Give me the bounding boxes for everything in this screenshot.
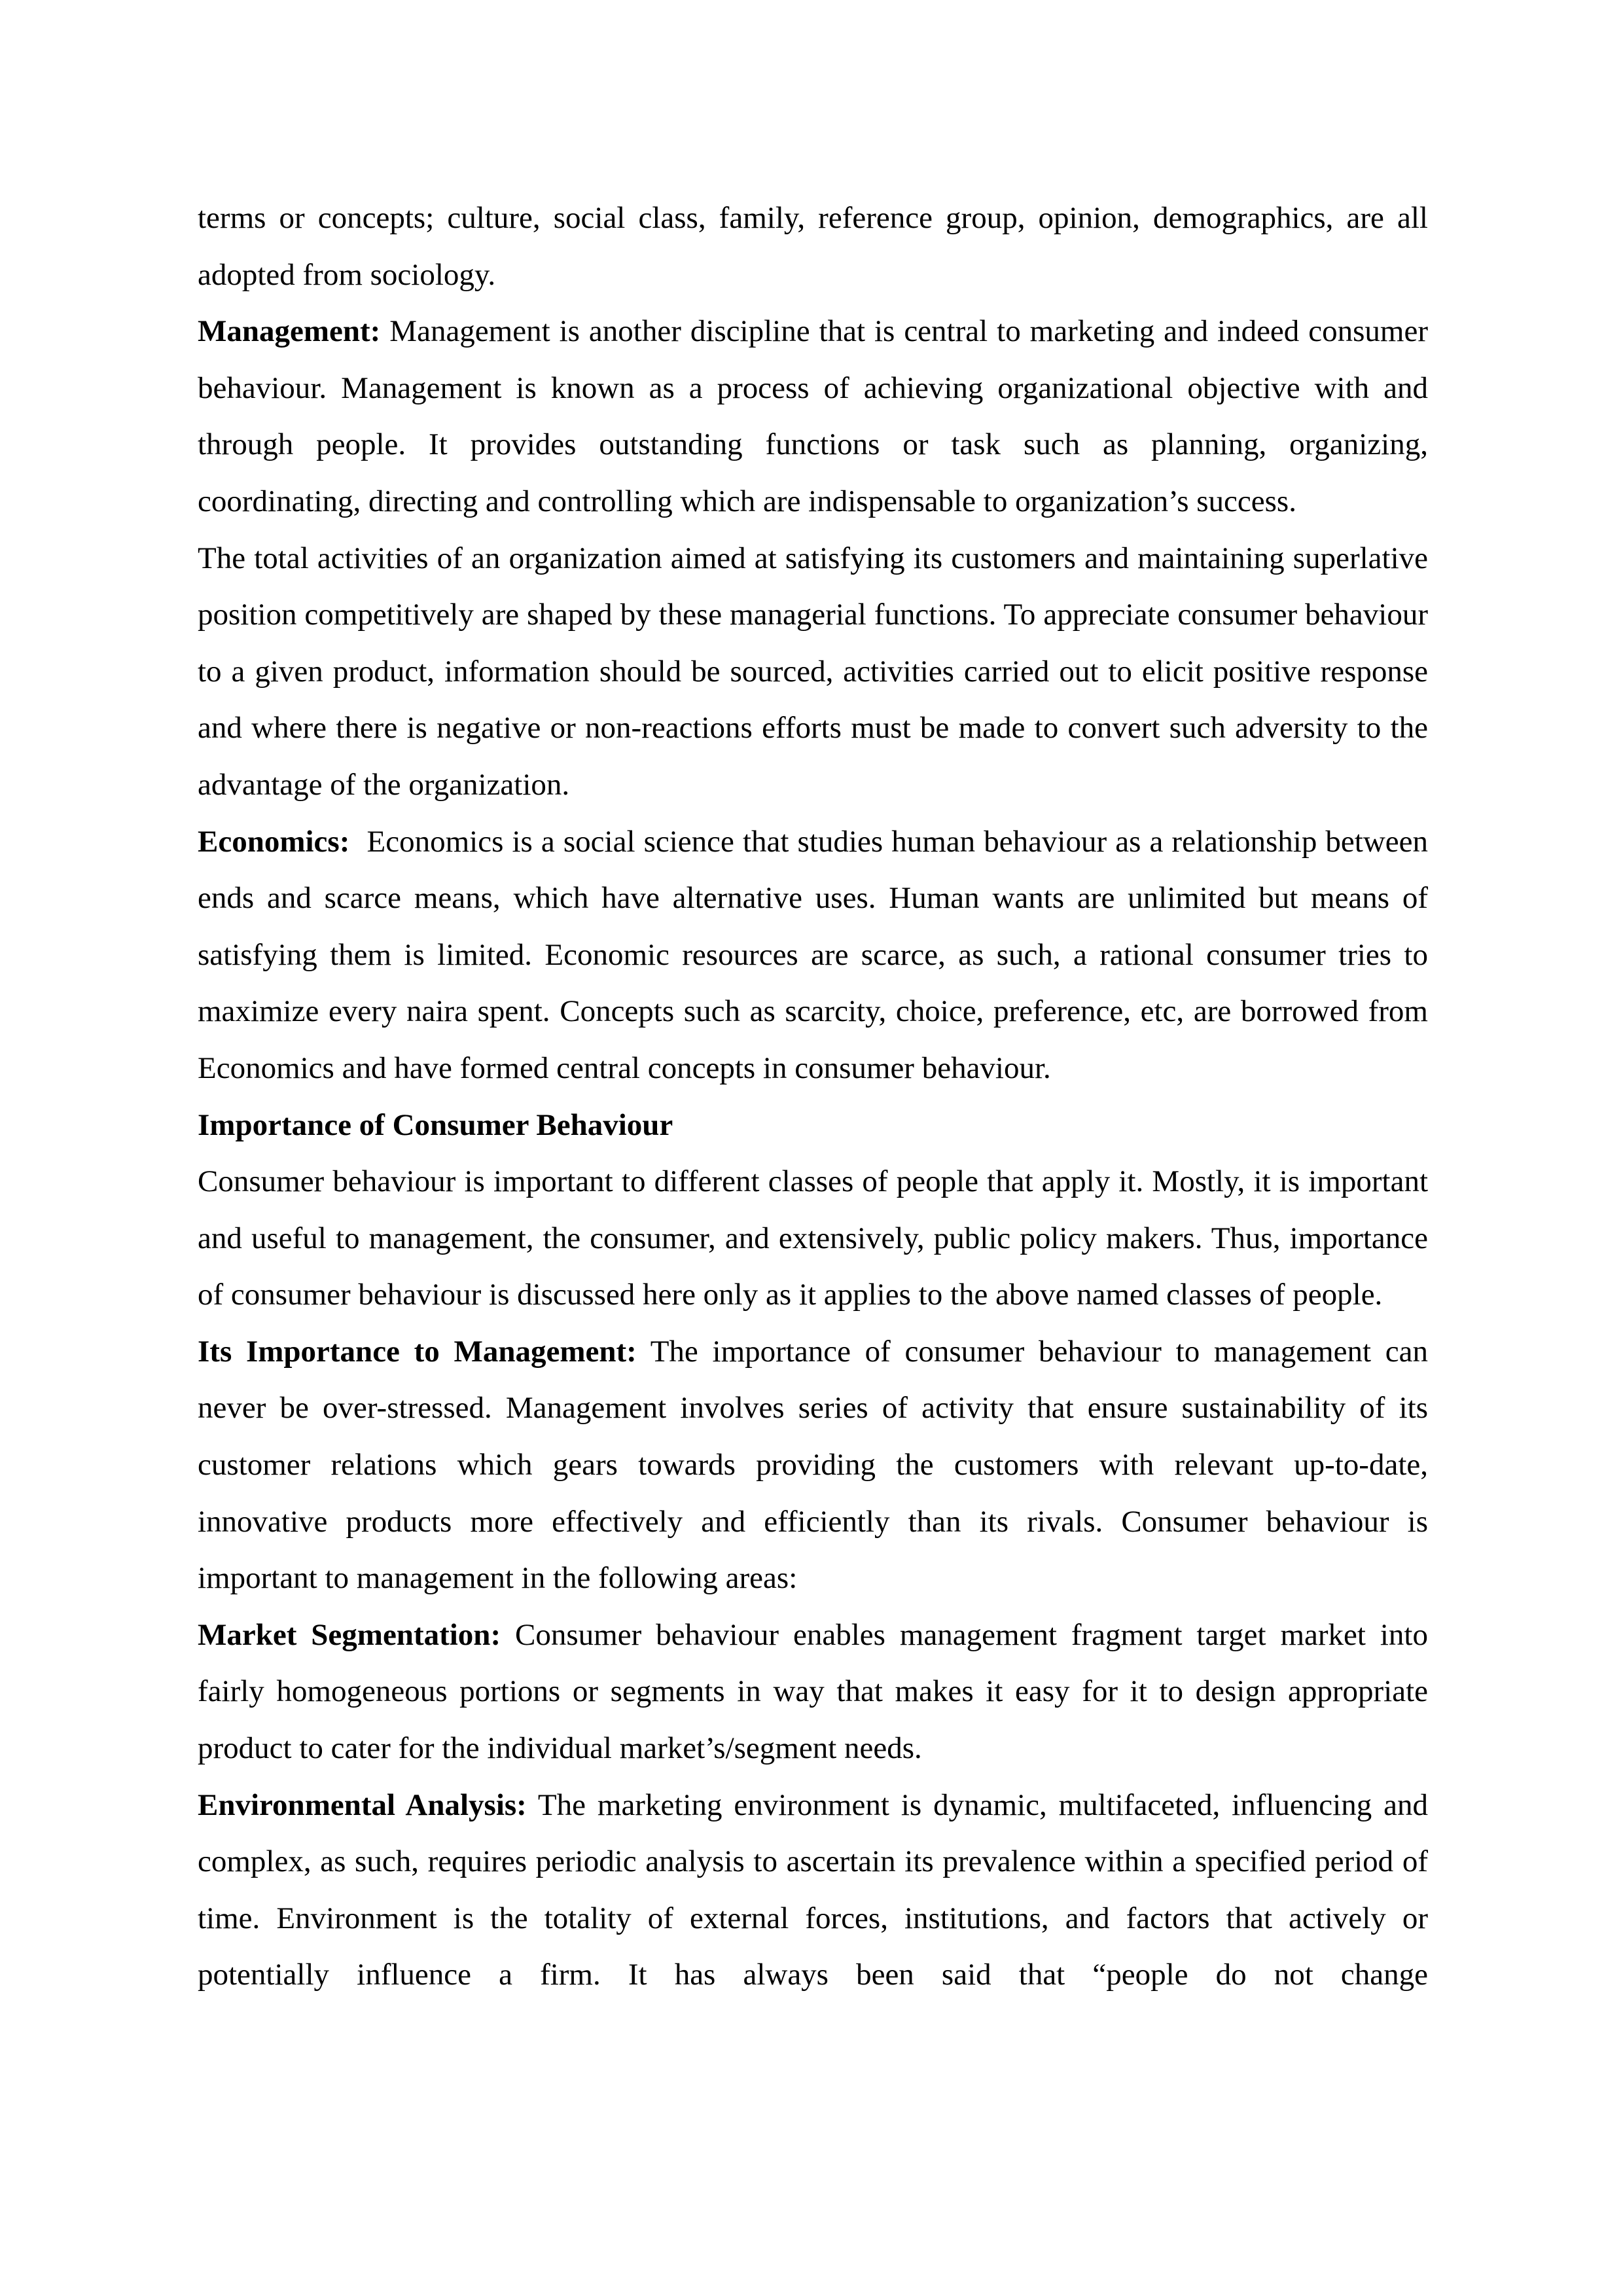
paragraph-lead-economics: Economics: [198,824,350,859]
paragraph-economics [198,814,1436,1097]
paragraph-market-segmentation [198,1607,1428,1777]
paragraph-text: Economics is a social science that studies human behaviour as a relationship between ends and scarce means, which have alternative uses. Human wants are unlimited but means of satisfying them is limited. Economic resources are scarce, as such, a rational consumer tries to maximize every naira spent. Concepts such as scarcity, choice, preference, etc, are borrowed from Economics and have formed central concepts in consumer behaviour. [198,824,1436,1085]
paragraph-importance-management [198,1323,1428,1607]
paragraph-text: The importance of consumer behaviour to management can never be over-stressed. Management involves series of activity that ensure sustainability of its customer relations which gears towards providing the customers with relevant up-to-date, innovative products more effectively and efficiently than its rivals. Consumer behaviour is important to management in the following areas: [198,1334,1428,1596]
paragraph-text: Management is another discipline that is central to marketing and indeed consumer behaviour. Management is known as a process of achieving organizational objective with and through people. It provides outstanding functions or task such as planning, organizing, coordinating, directing and controlling which are indispensable to organization’s success. [198,314,1428,518]
page-body [198,190,1436,2003]
paragraph-sociology-continuation [198,190,1428,303]
paragraph-lead-environmental-analysis: Environmental Analysis: [198,1787,527,1822]
paragraph-management [198,303,1428,529]
paragraph-importance-intro [198,1153,1428,1323]
paragraph-text: Consumer behaviour is important to different classes of people that apply it. Mostly, it is important and useful to management, the consumer, and extensively, public policy makers. Thus, importance of consumer behaviour is discussed here only as it applies to the above named classes of people. [198,1164,1428,1312]
paragraph-text: The total activities of an organization aimed at satisfying its customers and maintaining superlative position competitively are shaped by these managerial functions. To appreciate consumer behaviour to a given product, information should be sourced, activities carried out to elicit positive response and where there is negative or non-reactions efforts must be made to convert such adversity to the advantage of the organization. [198,541,1428,802]
paragraph-text: The marketing environment is dynamic, multifaceted, influencing and complex, as such, requires periodic analysis to ascertain its prevalence within a specified period of time. Environment is the totality of external forces, institutions, and factors that actively or potentially influence a firm. It has always been said that “people do not change [198,1787,1428,1992]
paragraph-text: terms or concepts; culture, social class, family, reference group, opinion, demographics, are all adopted from sociology. [198,201,1428,292]
paragraph-managerial-functions [198,530,1428,814]
section-heading-importance: Importance of Consumer Behaviour [198,1107,673,1142]
paragraph-lead-market-segmentation: Market Segmentation: [198,1617,501,1652]
paragraph-environmental-analysis [198,1777,1428,2003]
paragraph-text: Consumer behaviour enables management fragment target market into fairly homogeneous portions or segments in way that makes it easy for it to design appropriate product to cater for the individual market’s/segment needs. [198,1617,1428,1766]
paragraph-lead-management: Management: [198,314,381,349]
paragraph-lead-importance-management: Its Importance to Management: [198,1334,637,1369]
